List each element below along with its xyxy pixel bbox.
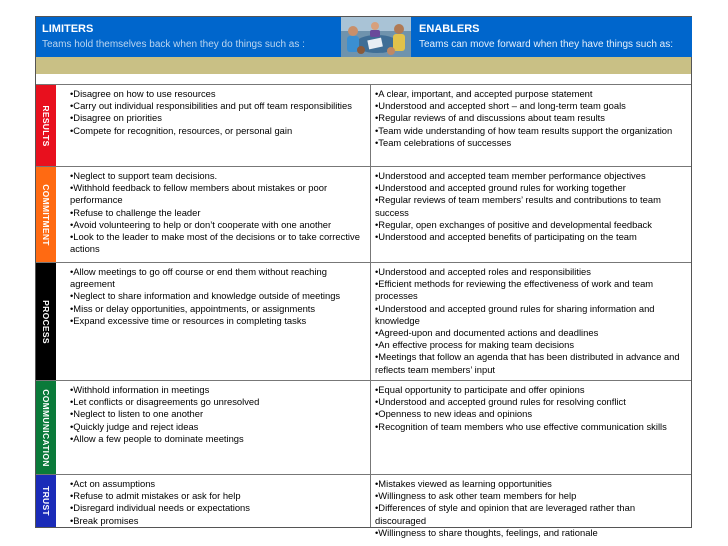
list-item: • Team wide understanding of how team results support the organization xyxy=(375,125,687,137)
row-label-communication xyxy=(36,381,56,474)
list-item: • Neglect to listen to one another xyxy=(70,408,366,420)
team-meeting-illustration xyxy=(341,17,411,57)
list-item: • Disagree on how to use resources xyxy=(70,88,366,100)
list-item: • A clear, important, and accepted purpose statement xyxy=(375,88,687,100)
list-item: • Compete for recognition, resources, or personal gain xyxy=(70,125,366,137)
header-divider-band xyxy=(36,57,691,74)
list-item: • Understood and accepted ground rules for resolving conflict xyxy=(375,396,687,408)
list-item: • Understood and accepted roles and responsibilities xyxy=(375,266,687,278)
enablers-subtitle: Teams can move forward when they have things such as: xyxy=(419,39,674,50)
list-item: • Regular, open exchanges of positive and developmental feedback xyxy=(375,219,687,231)
row-label-text: COMMUNICATION xyxy=(41,388,51,467)
list-item: • Willingness to share thoughts, feelings, and rationale xyxy=(375,527,687,539)
limiters-cell-results xyxy=(66,85,371,166)
row-label-text: TRUST xyxy=(41,486,51,516)
row-label-trust xyxy=(36,475,56,527)
list-item: • Carry out individual responsibilities and put off team responsibilities xyxy=(70,100,366,112)
list-item: • Quickly judge and reject ideas xyxy=(70,421,366,433)
list-item: • Refuse to admit mistakes or ask for help xyxy=(70,490,366,502)
enablers-cell-communication xyxy=(371,381,691,474)
header-spacer xyxy=(36,74,691,84)
list-item: • Miss or delay opportunities, appointments, or assignments xyxy=(70,303,366,315)
row-results xyxy=(36,84,691,166)
list-item: • Meetings that follow an agenda that has been distributed in advance and reflects team members’ input xyxy=(375,351,687,375)
list-item: • Equal opportunity to participate and offer opinions xyxy=(375,384,687,396)
list-item: • Understood and accepted team member performance objectives xyxy=(375,170,687,182)
list-item: • Look to the leader to make most of the decisions or to take corrective actions xyxy=(70,231,366,255)
limiters-cell-communication xyxy=(66,381,371,474)
list-item: • Allow meetings to go off course or end them without reaching agreement xyxy=(70,266,366,290)
team-framework-table xyxy=(35,16,692,538)
row-communication xyxy=(36,380,691,474)
row-label-text: RESULTS xyxy=(41,104,51,147)
list-item: • Act on assumptions xyxy=(70,478,366,490)
list-item: • An effective process for making team decisions xyxy=(375,339,687,351)
list-item: • Disregard individual needs or expectations xyxy=(70,502,366,514)
enablers-cell-trust xyxy=(371,475,691,538)
list-item: • Understood and accepted benefits of participating on the team xyxy=(375,231,687,243)
limiters-cell-process xyxy=(66,263,371,380)
list-item: • Regular reviews of team members’ results and contributions to team success xyxy=(375,194,687,218)
list-item: • Openness to new ideas and opinions xyxy=(375,408,687,420)
list-item: • Break promises xyxy=(70,515,366,527)
list-item: • Understood and accepted ground rules for sharing information and knowledge xyxy=(375,303,687,327)
list-item: • Agreed-upon and documented actions and deadlines xyxy=(375,327,687,339)
list-item: • Neglect to support team decisions. xyxy=(70,170,366,182)
row-label-process xyxy=(36,263,56,380)
list-item: • Allow a few people to dominate meetings xyxy=(70,433,366,445)
enablers-header xyxy=(411,17,692,57)
list-item: • Refuse to challenge the leader xyxy=(70,207,366,219)
limiters-header xyxy=(36,17,341,57)
list-item: • Withhold feedback to fellow members about mistakes or poor performance xyxy=(70,182,366,206)
list-item: • Neglect to share information and knowledge outside of meetings xyxy=(70,290,366,302)
row-label-results xyxy=(36,85,56,166)
list-item: • Understood and accepted short – and long-term team goals xyxy=(375,100,687,112)
enablers-cell-results xyxy=(371,85,691,166)
enablers-cell-process xyxy=(371,263,691,380)
row-commitment xyxy=(36,166,691,262)
list-item: • Withhold information in meetings xyxy=(70,384,366,396)
list-item: • Regular reviews of and discussions about team results xyxy=(375,112,687,124)
team-meeting-photo xyxy=(341,17,411,57)
enablers-cell-commitment xyxy=(371,167,691,262)
list-item: • Avoid volunteering to help or don’t cooperate with one another xyxy=(70,219,366,231)
list-item: • Let conflicts or disagreements go unresolved xyxy=(70,396,366,408)
enablers-title: ENABLERS xyxy=(419,23,480,35)
list-item: • Recognition of team members who use effective communication skills xyxy=(375,421,687,433)
limiters-cell-commitment xyxy=(66,167,371,262)
list-item: • Disagree on priorities xyxy=(70,112,366,124)
list-item: • Expand excessive time or resources in completing tasks xyxy=(70,315,366,327)
list-item: • Efficient methods for reviewing the effectiveness of work and team processes xyxy=(375,278,687,302)
limiters-cell-trust xyxy=(66,475,371,527)
list-item: • Differences of style and opinion that are leveraged rather than discouraged xyxy=(375,502,687,526)
row-trust xyxy=(36,474,691,538)
row-label-text: COMMITMENT xyxy=(41,183,51,246)
row-label-text: PROCESS xyxy=(41,299,51,344)
row-label-commitment xyxy=(36,167,56,262)
limiters-subtitle: Teams hold themselves back when they do things such as : xyxy=(42,39,305,50)
limiters-title: LIMITERS xyxy=(42,23,94,35)
list-item: • Willingness to ask other team members for help xyxy=(375,490,687,502)
row-process xyxy=(36,262,691,380)
list-item: • Team celebrations of successes xyxy=(375,137,687,149)
list-item: • Mistakes viewed as learning opportunities xyxy=(375,478,687,490)
list-item: • Understood and accepted ground rules for working together xyxy=(375,182,687,194)
